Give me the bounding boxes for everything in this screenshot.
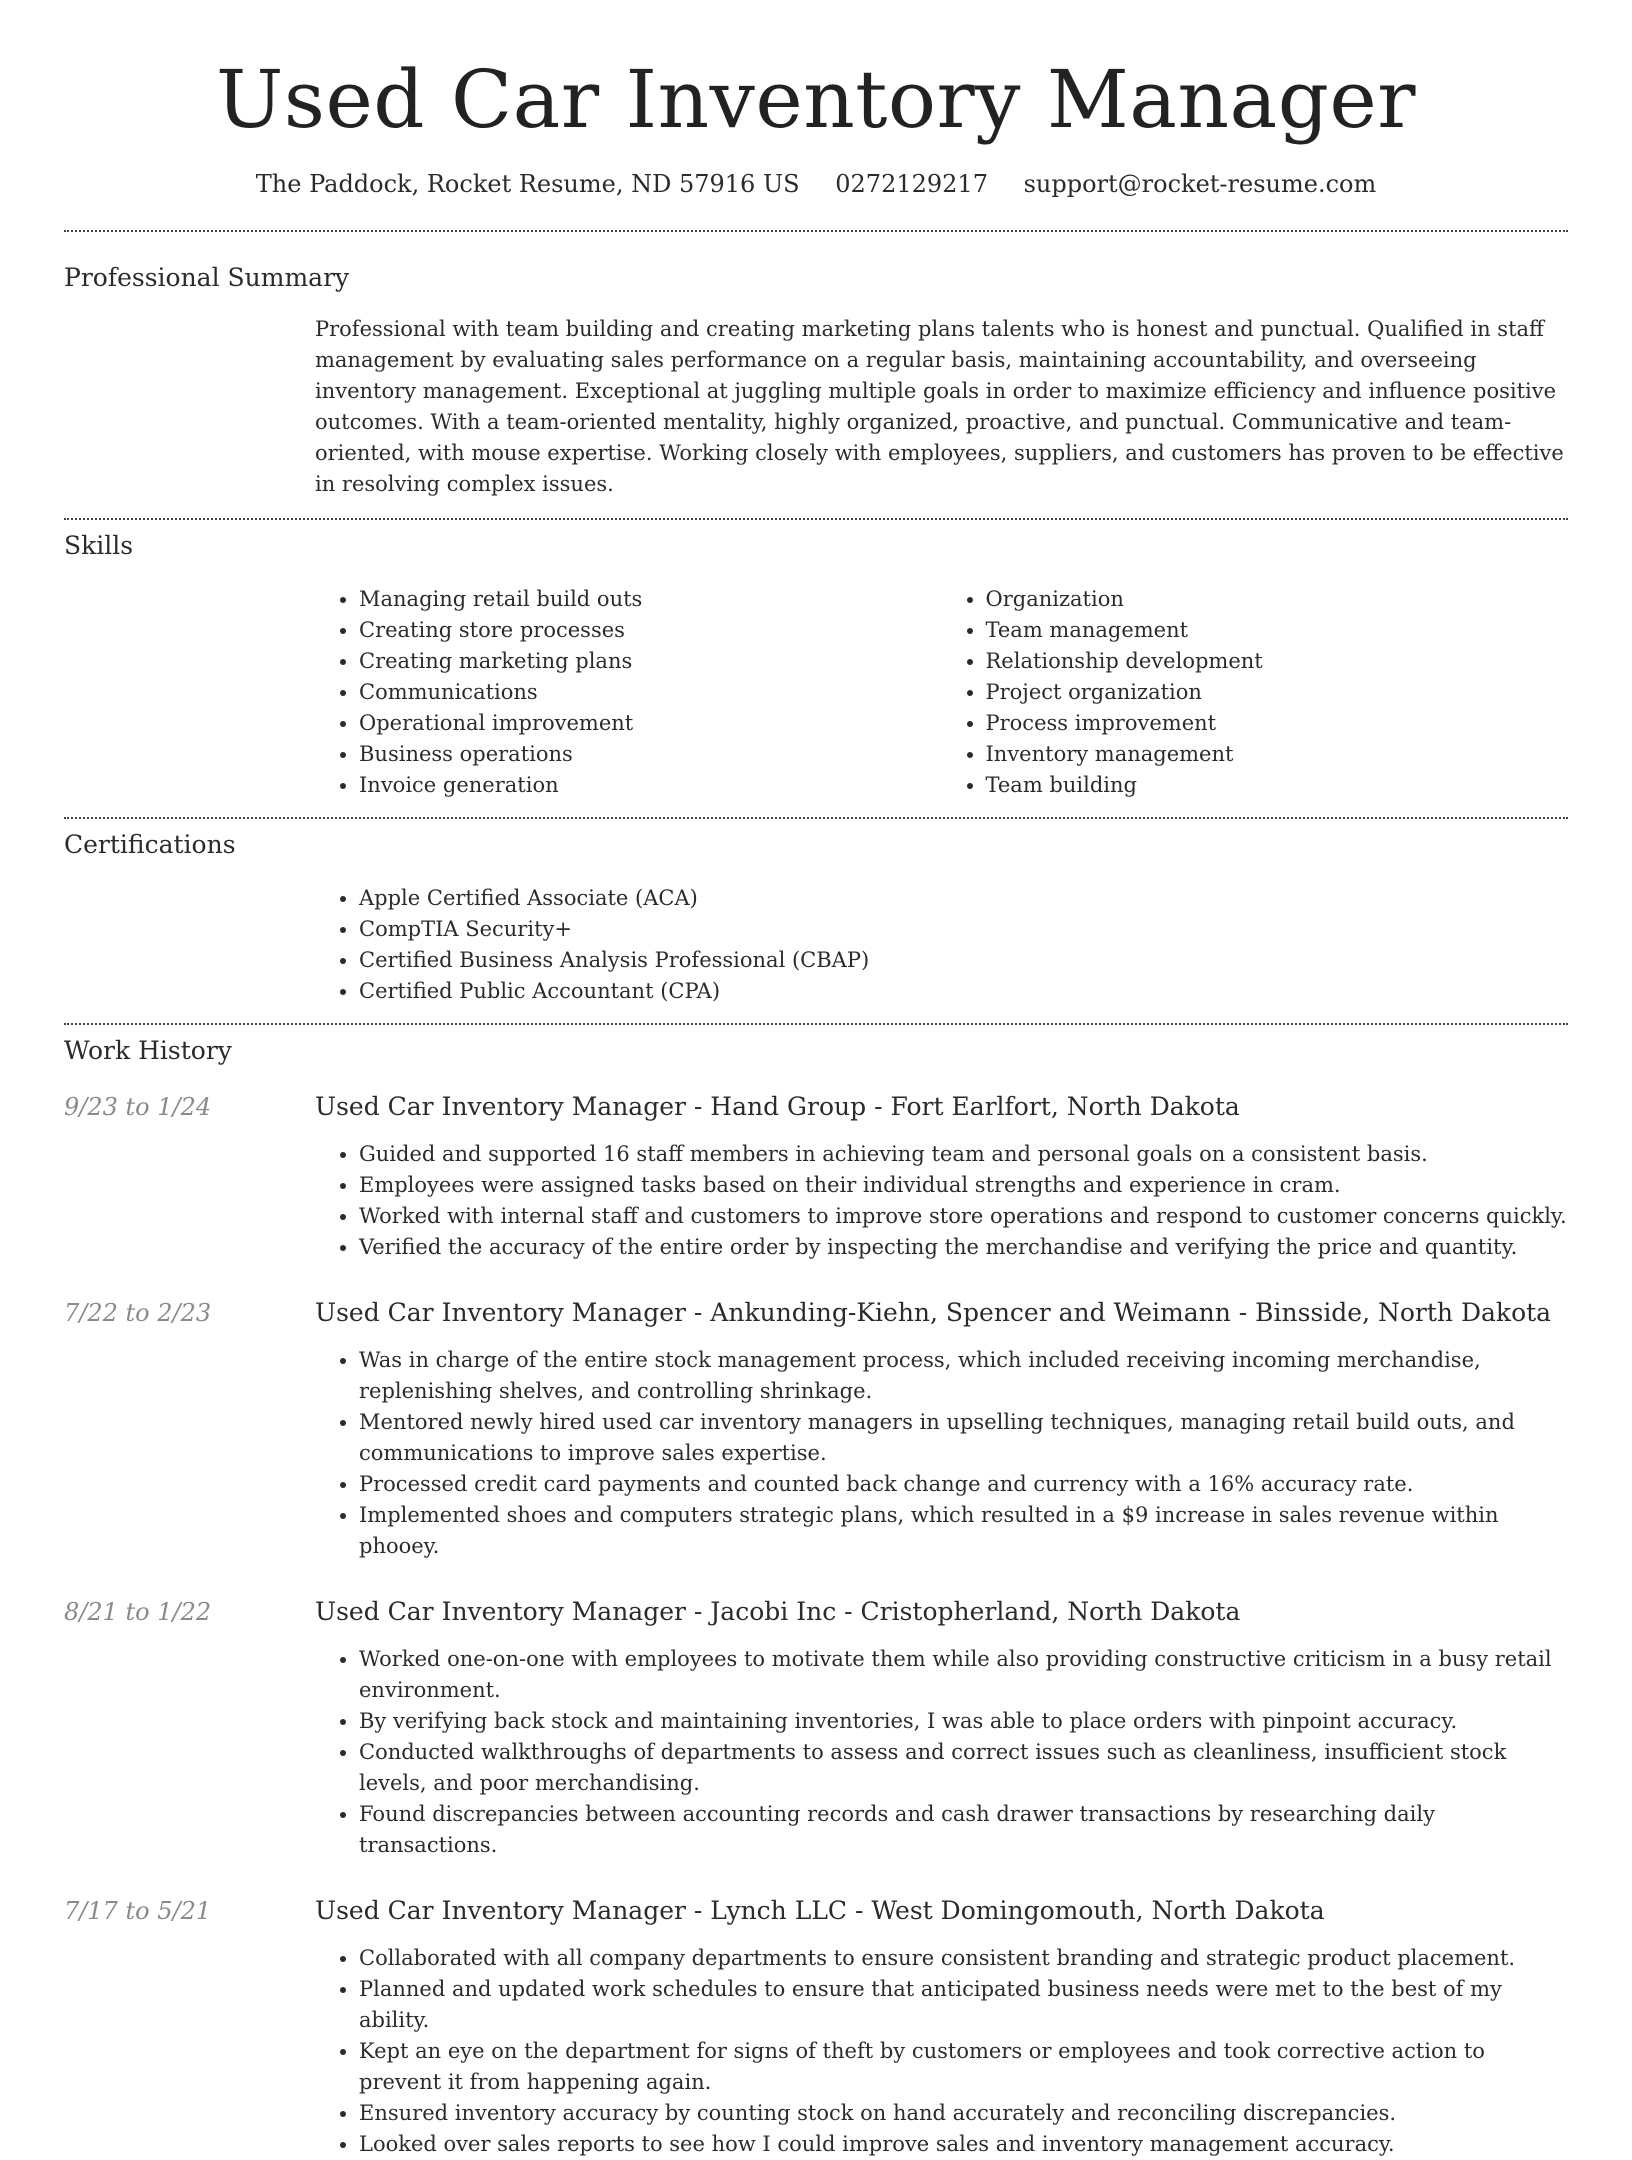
job-bullet: • Looked over sales reports to see how I could improve sales and inventory management accuracy. xyxy=(359,2129,1568,2160)
work-history-heading: Work History xyxy=(64,1036,232,1065)
job-bullet: • Found discrepancies between accounting records and cash drawer transactions by researching daily transactions. xyxy=(359,1799,1568,1861)
certifications-section xyxy=(64,819,1568,1023)
job-bullet: • Employees were assigned tasks based on their individual strengths and experience in cram. xyxy=(359,1170,1568,1201)
job-bullet: • Collaborated with all company departments to ensure consistent branding and strategic product placement. xyxy=(359,1943,1568,1974)
contact-email: support@rocket-resume.com xyxy=(1023,170,1377,198)
skill-item: • Communications xyxy=(359,677,942,708)
job-body xyxy=(315,1139,1568,1263)
contact-address: The Paddock, Rocket Resume, ND 57916 US xyxy=(255,170,800,198)
resume-page xyxy=(64,0,1568,2160)
job-date: 7/22 to 2/23 xyxy=(64,1299,212,1327)
skill-item: • Creating store processes xyxy=(359,615,942,646)
skill-item: • Organization xyxy=(986,584,1569,615)
certification-item: • Apple Certified Associate (ACA) xyxy=(359,883,1568,914)
job-bullet: • Processed credit card payments and counted back change and currency with a 16% accuracy rate. xyxy=(359,1469,1568,1500)
job-bullet: • Worked with internal staff and customers to improve store operations and respond to customer concerns quickly. xyxy=(359,1201,1568,1232)
job-entry xyxy=(64,1297,1568,1562)
job-bullet: • Worked one-on-one with employees to motivate them while also providing constructive criticism in a busy retail environment. xyxy=(359,1644,1568,1706)
job-entry xyxy=(64,1596,1568,1861)
skill-item: • Creating marketing plans xyxy=(359,646,942,677)
skill-item: • Project organization xyxy=(986,677,1569,708)
job-bullet: • Kept an eye on the department for signs of theft by customers or employees and took corrective action to prevent it from happening again. xyxy=(359,2036,1568,2098)
skills-body xyxy=(315,584,1568,801)
skills-list-left xyxy=(315,584,942,801)
contact-line xyxy=(64,168,1568,200)
job-title: Used Car Inventory Manager - Hand Group - Fort Earlfort, North Dakota xyxy=(315,1092,1240,1121)
certification-item: • CompTIA Security+ xyxy=(359,914,1568,945)
job-bullets xyxy=(315,1139,1568,1263)
job-entry xyxy=(64,1895,1568,2160)
skills-list-right xyxy=(942,584,1569,801)
summary-heading: Professional Summary xyxy=(64,263,350,292)
job-title: Used Car Inventory Manager - Jacobi Inc - Cristopherland, North Dakota xyxy=(315,1597,1241,1626)
job-body xyxy=(315,1345,1568,1562)
candidate-name: Used Car Inventory Manager xyxy=(215,53,1417,146)
job-body xyxy=(315,1943,1568,2160)
job-bullets xyxy=(315,1644,1568,1861)
skills-section xyxy=(64,520,1568,817)
job-bullets xyxy=(315,1345,1568,1562)
job-bullet: • By verifying back stock and maintaining inventories, I was able to place orders with pinpoint accuracy. xyxy=(359,1706,1568,1737)
job-bullet: • Planned and updated work schedules to ensure that anticipated business needs were met to the best of my ability. xyxy=(359,1974,1568,2036)
job-bullet: • Mentored newly hired used car inventory managers in upselling techniques, managing retail build outs, and communications to improve sales expertise. xyxy=(359,1407,1568,1469)
job-date: 9/23 to 1/24 xyxy=(64,1093,212,1121)
certification-item: • Certified Public Accountant (CPA) xyxy=(359,976,1568,1007)
work-history-section xyxy=(64,1025,1568,2160)
job-bullet: • Verified the accuracy of the entire order by inspecting the merchandise and verifying the price and quantity. xyxy=(359,1232,1568,1263)
job-bullet: • Conducted walkthroughs of departments to assess and correct issues such as cleanliness, insufficient stock levels, and poor merchandising. xyxy=(359,1737,1568,1799)
job-date: 8/21 to 1/22 xyxy=(64,1598,212,1626)
job-bullets xyxy=(315,1943,1568,2160)
skill-item: • Relationship development xyxy=(986,646,1569,677)
summary-text: Professional with team building and creating marketing plans talents who is honest and punctual. Qualified in staff management by evaluating sales performance on a regular basis, maintaining accountability, and overseeing inventory management. Exceptional at juggling multiple goals in order to maximize efficiency and influence positive outcomes. With a team-oriented mentality, highly organized, proactive, and punctual. Communicative and team-oriented, with mouse expertise. Working closely with employees, suppliers, and customers has proven to be effective in resolving complex issues. xyxy=(315,317,1564,496)
job-title: Used Car Inventory Manager - Lynch LLC - West Domingomouth, North Dakota xyxy=(315,1896,1325,1925)
skill-item: • Inventory management xyxy=(986,739,1569,770)
skill-item: • Operational improvement xyxy=(359,708,942,739)
summary-body xyxy=(315,314,1568,500)
job-bullet: • Was in charge of the entire stock management process, which included receiving incoming merchandise, replenishing shelves, and controlling shrinkage. xyxy=(359,1345,1568,1407)
job-entry xyxy=(64,1091,1568,1263)
certification-item: • Certified Business Analysis Professional (CBAP) xyxy=(359,945,1568,976)
contact-phone: 0272129217 xyxy=(835,170,988,198)
certifications-body xyxy=(315,883,1568,1007)
skill-item: • Team building xyxy=(986,770,1569,801)
job-date: 7/17 to 5/21 xyxy=(64,1897,212,1925)
skill-item: • Team management xyxy=(986,615,1569,646)
certifications-heading: Certifications xyxy=(64,830,236,859)
certifications-list xyxy=(315,883,1568,1007)
skill-item: • Business operations xyxy=(359,739,942,770)
job-title: Used Car Inventory Manager - Ankunding-Kiehn, Spencer and Weimann - Binsside, North Dakota xyxy=(315,1298,1552,1327)
job-bullet: • Ensured inventory accuracy by counting stock on hand accurately and reconciling discrepancies. xyxy=(359,2098,1568,2129)
skill-item: • Invoice generation xyxy=(359,770,942,801)
summary-section xyxy=(64,232,1568,518)
skill-item: • Managing retail build outs xyxy=(359,584,942,615)
job-bullet: • Guided and supported 16 staff members in achieving team and personal goals on a consistent basis. xyxy=(359,1139,1568,1170)
skills-heading: Skills xyxy=(64,531,134,560)
skill-item: • Process improvement xyxy=(986,708,1569,739)
job-bullet: • Implemented shoes and computers strategic plans, which resulted in a $9 increase in sales revenue within phooey. xyxy=(359,1500,1568,1562)
job-body xyxy=(315,1644,1568,1861)
